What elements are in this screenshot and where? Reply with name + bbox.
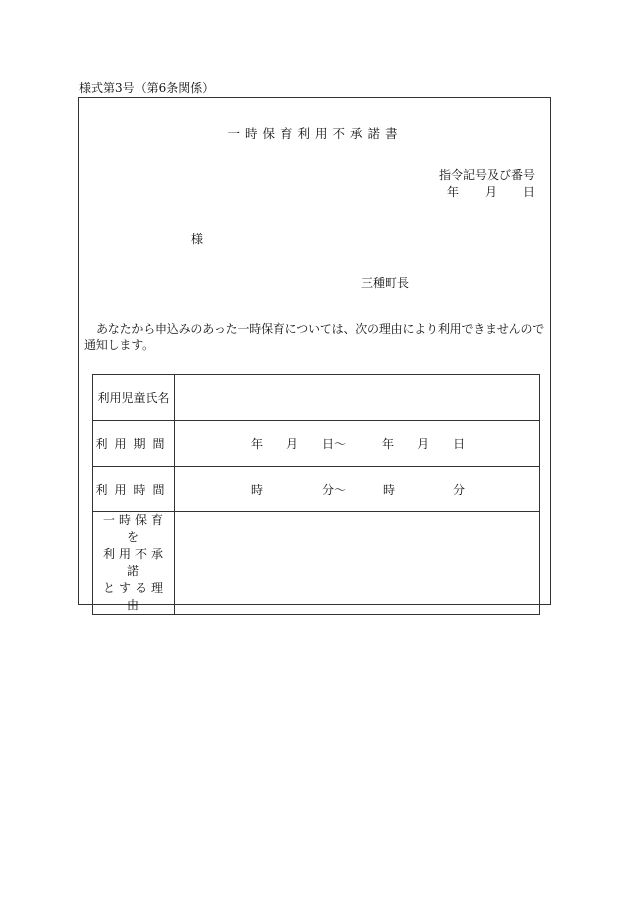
reference-number-label: 指令記号及び番号 (438, 168, 535, 182)
child-name-value (175, 375, 540, 421)
issuer-name: 三種町長 (361, 276, 410, 290)
time-minute-start: 分〜 (322, 482, 347, 497)
period-year-end: 年 (382, 437, 395, 451)
date-month: 月 (484, 185, 497, 199)
time-minute-end: 分 (453, 482, 466, 497)
period-label: 利用期間 (93, 421, 175, 467)
period-year-start: 年 (251, 437, 264, 451)
time-hour-start: 時 (251, 482, 264, 497)
reason-label (93, 512, 175, 615)
period-month-end: 月 (417, 437, 430, 451)
time-label: 利用時間 (93, 467, 175, 512)
period-month-start: 月 (286, 437, 299, 451)
time-value (175, 467, 540, 512)
notice-body: あなたから申込みのあった一時保育については、次の理由により利用できませんので通知します。 (84, 322, 545, 352)
issue-date (447, 183, 535, 200)
document-title: 一時保育利用不承諾書 (227, 126, 403, 141)
reason-label-line: 一時保育を (102, 513, 167, 544)
time-hour-end: 時 (383, 482, 396, 497)
period-day-end: 日 (453, 437, 466, 451)
date-day: 日 (522, 185, 535, 199)
period-value (175, 421, 540, 467)
period-day-start: 日〜 (322, 437, 347, 451)
table-row (93, 421, 540, 467)
reason-label-line: とする理由 (102, 581, 167, 612)
table-row (93, 467, 540, 512)
form-number: 様式第3号（第6条関係） (79, 81, 215, 95)
table-row (93, 512, 540, 615)
date-year: 年 (446, 185, 459, 199)
table-row (93, 375, 540, 421)
reason-value (175, 512, 540, 615)
info-table (92, 374, 540, 615)
addressee-suffix: 様 (191, 232, 204, 246)
reason-label-line: 利用不承諾 (102, 547, 167, 578)
child-name-label: 利用児童氏名 (93, 375, 175, 421)
